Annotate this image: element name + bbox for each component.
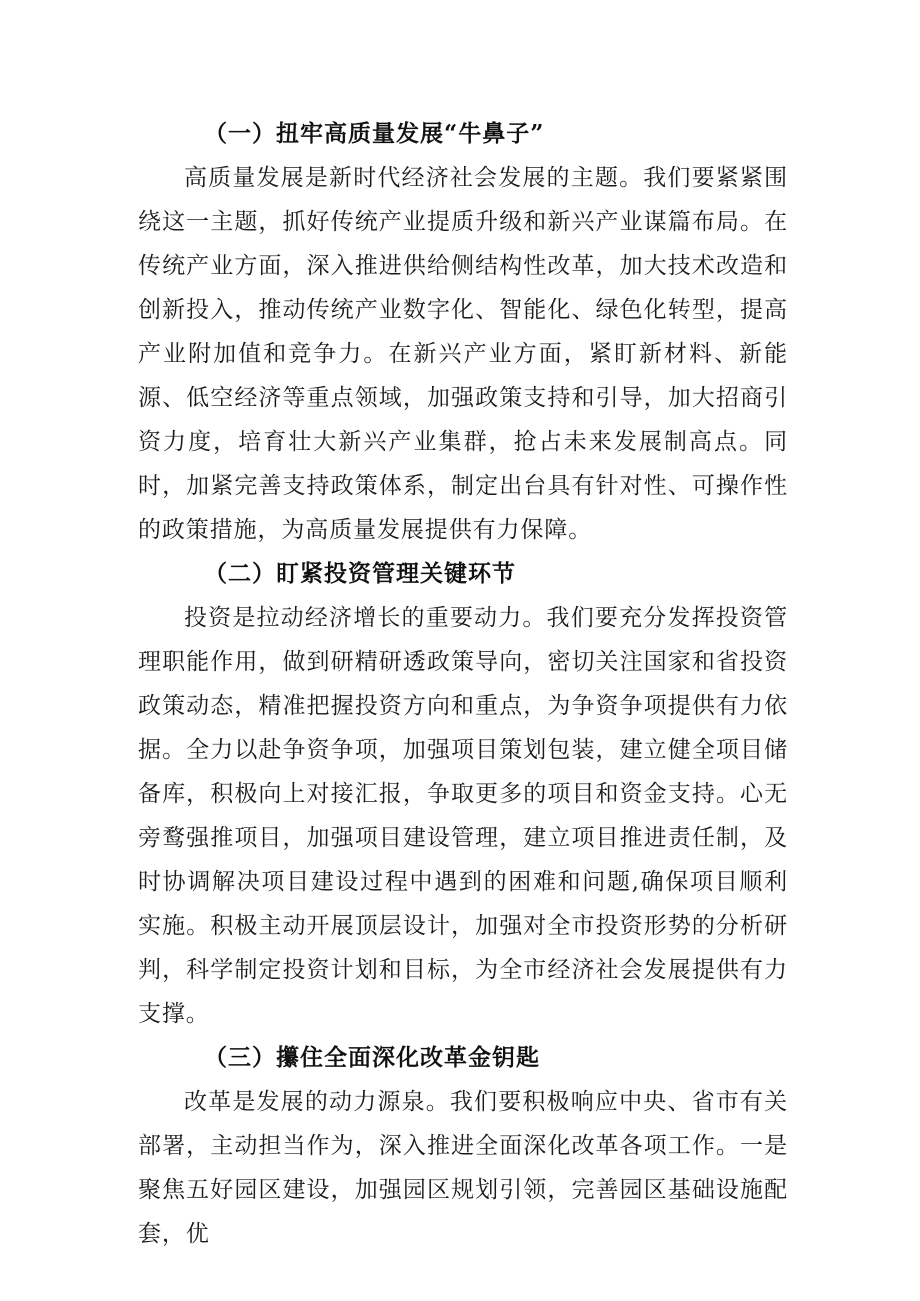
section-heading-1: （一）扭牢高质量发展“牛鼻子” bbox=[204, 120, 545, 147]
document-content bbox=[138, 112, 788, 1256]
section-body-1: 高质量发展是新时代经济社会发展的主题。我们要紧紧围绕这一主题，抓好传统产业提质升级和新兴产业谋篇布局。在传统产业方面，深入推进供给侧结构性改革，加大技术改造和创新投入，推动传统产业数字化、智能化、绿色化转型，提高产业附加值和竞争力。在新兴产业方面，紧盯新材料、新能源、低空经济等重点领域，加强政策支持和引导，加大招商引资力度，培育壮大新兴产业集群，抢占未来发展制高点。同时，加紧完善支持政策体系，制定出台具有针对性、可操作性的政策措施，为高质量发展提供有力保障。 bbox=[138, 165, 788, 543]
section-heading-3: （三）攥住全面深化改革金钥匙 bbox=[204, 1044, 540, 1071]
section-body-2: 投资是拉动经济增长的重要动力。我们要充分发挥投资管理职能作用，做到研精研透政策导向，密切关注国家和省投资政策动态，精准把握投资方向和重点，为争资争项提供有力依据。全力以赴争资争项，加强项目策划包装，建立健全项目储备库，积极向上对接汇报，争取更多的项目和资金支持。心无旁鹜强推项目，加强项目建设管理，建立项目推进责任制，及时协调解决项目建设过程中遇到的困难和问题,确保项目顺利实施。积极主动开展顶层设计，加强对全市投资形势的分析研判，科学制定投资计划和目标，为全市经济社会发展提供有力支撑。 bbox=[138, 605, 788, 1027]
section-body-3: 改革是发展的动力源泉。我们要积极响应中央、省市有关部署，主动担当作为，深入推进全面深化改革各项工作。一是聚焦五好园区建设，加强园区规划引领，完善园区基础设施配套，优 bbox=[138, 1089, 788, 1247]
section-heading-2: （二）盯紧投资管理关键环节 bbox=[204, 560, 516, 587]
